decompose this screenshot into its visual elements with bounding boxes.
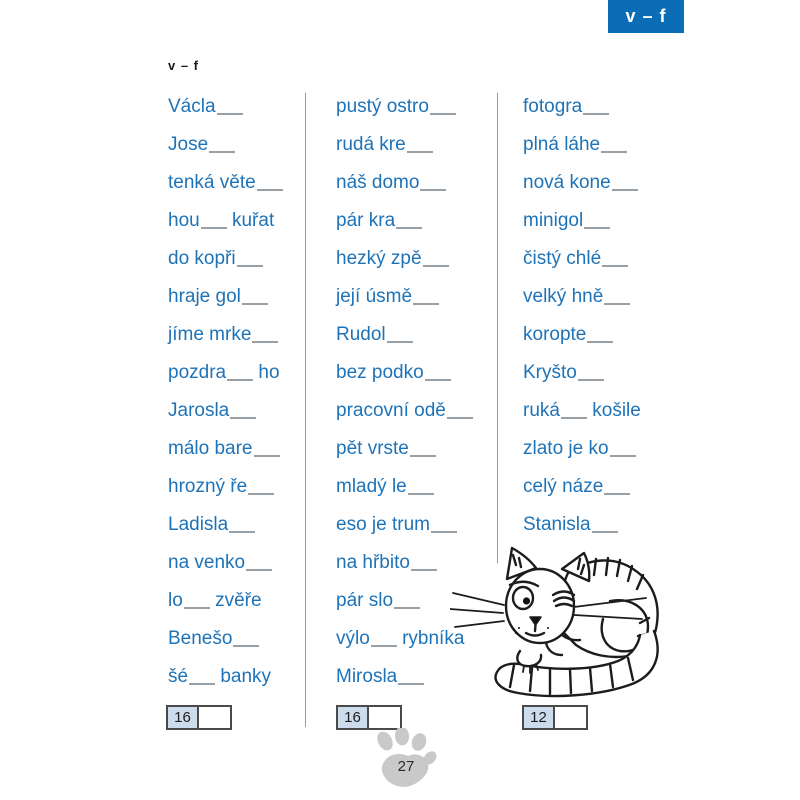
word-item	[523, 126, 641, 164]
word-item	[336, 278, 473, 316]
word-item	[168, 316, 283, 354]
word-text-before: celý náze	[523, 476, 604, 497]
answer-blank[interactable]	[242, 289, 268, 305]
answer-blank[interactable]	[248, 479, 274, 495]
word-text-before: hezký zpě	[336, 248, 422, 269]
word-text-after: zvěře	[209, 590, 262, 611]
word-text-before: rudá kre	[336, 134, 406, 155]
word-item	[168, 544, 283, 582]
word-item	[336, 202, 473, 240]
word-item	[168, 278, 283, 316]
word-text-after: košile	[586, 400, 641, 421]
column-divider-1	[305, 93, 306, 727]
word-text-before: minigol	[523, 210, 584, 231]
word-text-before: Kryšto	[523, 362, 577, 383]
word-column-1	[168, 88, 283, 696]
word-column-3	[523, 88, 641, 544]
word-text-before: výlo	[336, 628, 370, 649]
word-item	[336, 430, 473, 468]
answer-blank[interactable]	[447, 403, 473, 419]
score-total-3: 12	[524, 707, 555, 728]
word-text-after: ho	[253, 362, 280, 383]
score-answer-cell-1[interactable]	[199, 707, 230, 728]
word-text-before: plná láhe	[523, 134, 601, 155]
answer-blank[interactable]	[411, 555, 437, 571]
word-text-before: hrozný ře	[168, 476, 248, 497]
score-box-2	[336, 705, 402, 730]
word-text-before: pět vrste	[336, 438, 409, 459]
cat-illustration	[450, 543, 675, 708]
answer-blank[interactable]	[396, 213, 422, 229]
word-item	[336, 126, 473, 164]
word-text-before: pár slo	[336, 590, 394, 611]
answer-blank[interactable]	[209, 137, 235, 153]
answer-blank[interactable]	[237, 251, 263, 267]
word-item	[168, 126, 283, 164]
word-text-before: Jarosla	[168, 400, 230, 421]
word-text-before: nová kone	[523, 172, 611, 193]
word-item	[523, 354, 641, 392]
word-text-before: pozdra	[168, 362, 227, 383]
word-text-before: šé	[168, 666, 189, 687]
word-item	[336, 392, 473, 430]
word-text-before: málo bare	[168, 438, 253, 459]
word-item	[168, 88, 283, 126]
word-text-before: do kopři	[168, 248, 236, 269]
word-item	[336, 164, 473, 202]
answer-blank[interactable]	[217, 99, 243, 115]
word-item	[523, 88, 641, 126]
answer-blank[interactable]	[612, 175, 638, 191]
word-item	[168, 582, 283, 620]
word-item	[523, 506, 641, 544]
word-item	[523, 316, 641, 354]
answer-blank[interactable]	[398, 669, 424, 685]
answer-blank[interactable]	[394, 593, 420, 609]
answer-blank[interactable]	[604, 289, 630, 305]
word-item	[168, 658, 283, 696]
word-item	[336, 468, 473, 506]
word-text-after: kuřat	[226, 210, 275, 231]
word-item	[168, 468, 283, 506]
answer-blank[interactable]	[407, 137, 433, 153]
score-box-1	[166, 705, 232, 730]
answer-blank[interactable]	[371, 631, 397, 647]
word-item	[168, 354, 283, 392]
answer-blank[interactable]	[420, 175, 446, 191]
answer-blank[interactable]	[254, 441, 280, 457]
word-text-before: mladý le	[336, 476, 407, 497]
word-item	[336, 316, 473, 354]
answer-blank[interactable]	[246, 555, 272, 571]
score-box-3	[522, 705, 588, 730]
page-number: 27	[397, 758, 415, 775]
answer-blank[interactable]	[592, 517, 618, 533]
word-text-before: Rudol	[336, 324, 386, 345]
word-text-before: lo	[168, 590, 183, 611]
word-item	[523, 202, 641, 240]
answer-blank[interactable]	[430, 99, 456, 115]
word-text-before: její úsmě	[336, 286, 413, 307]
word-text-before: Benešo	[168, 628, 233, 649]
answer-blank[interactable]	[229, 517, 255, 533]
answer-blank[interactable]	[584, 213, 610, 229]
word-item	[336, 506, 473, 544]
word-item	[168, 620, 283, 658]
answer-blank[interactable]	[583, 99, 609, 115]
answer-blank[interactable]	[413, 289, 439, 305]
score-answer-cell-2[interactable]	[369, 707, 400, 728]
word-item	[168, 506, 283, 544]
answer-blank[interactable]	[189, 669, 215, 685]
score-total-1: 16	[168, 707, 199, 728]
answer-blank[interactable]	[587, 327, 613, 343]
word-text-before: pár kra	[336, 210, 396, 231]
answer-blank[interactable]	[233, 631, 259, 647]
answer-blank[interactable]	[578, 365, 604, 381]
word-text-before: čistý chlé	[523, 248, 602, 269]
word-text-before: velký hně	[523, 286, 604, 307]
word-text-before: bez podko	[336, 362, 424, 383]
answer-blank[interactable]	[602, 251, 628, 267]
column-divider-2	[497, 93, 498, 563]
answer-blank[interactable]	[387, 327, 413, 343]
word-text-before: Václa	[168, 96, 216, 117]
word-text-before: hou	[168, 210, 200, 231]
answer-blank[interactable]	[252, 327, 278, 343]
word-item	[336, 354, 473, 392]
word-text-before: na hřbito	[336, 552, 410, 573]
answer-blank[interactable]	[227, 365, 253, 381]
word-item	[523, 430, 641, 468]
word-item	[168, 392, 283, 430]
word-text-before: pustý ostro	[336, 96, 429, 117]
word-text-before: hraje gol	[168, 286, 241, 307]
answer-blank[interactable]	[561, 403, 587, 419]
word-text-before: koropte	[523, 324, 587, 345]
header-badge: v – f	[608, 0, 684, 33]
section-label: v – f	[168, 58, 200, 73]
answer-blank[interactable]	[425, 365, 451, 381]
word-text-before: ruká	[523, 400, 560, 421]
word-item	[336, 88, 473, 126]
answer-blank[interactable]	[610, 441, 636, 457]
word-text-after: rybníka	[396, 628, 465, 649]
word-text-before: Stanisla	[523, 514, 591, 535]
word-item	[523, 164, 641, 202]
word-item	[523, 240, 641, 278]
answer-blank[interactable]	[230, 403, 256, 419]
word-item	[336, 240, 473, 278]
word-text-before: zlato je ko	[523, 438, 609, 459]
answer-blank[interactable]	[257, 175, 283, 191]
answer-blank[interactable]	[601, 137, 627, 153]
word-text-before: Ladisla	[168, 514, 229, 535]
word-item	[168, 164, 283, 202]
word-text-after: banky	[215, 666, 272, 687]
word-item	[168, 430, 283, 468]
word-text-before: náš domo	[336, 172, 420, 193]
word-text-before: pracovní odě	[336, 400, 446, 421]
answer-blank[interactable]	[410, 441, 436, 457]
score-total-2: 16	[338, 707, 369, 728]
word-text-before: jíme mrke	[168, 324, 252, 345]
answer-blank[interactable]	[408, 479, 434, 495]
word-item	[523, 392, 641, 430]
word-item	[168, 202, 283, 240]
word-text-before: tenká věte	[168, 172, 256, 193]
word-item	[168, 240, 283, 278]
word-text-before: na venko	[168, 552, 246, 573]
word-text-before: Jose	[168, 134, 209, 155]
answer-blank[interactable]	[201, 213, 227, 229]
answer-blank[interactable]	[431, 517, 457, 533]
word-text-before: Mirosla	[336, 666, 398, 687]
answer-blank[interactable]	[423, 251, 449, 267]
answer-blank[interactable]	[184, 593, 210, 609]
word-text-before: eso je trum	[336, 514, 430, 535]
word-item	[523, 278, 641, 316]
score-answer-cell-3[interactable]	[555, 707, 586, 728]
word-item	[523, 468, 641, 506]
answer-blank[interactable]	[604, 479, 630, 495]
word-text-before: fotogra	[523, 96, 583, 117]
